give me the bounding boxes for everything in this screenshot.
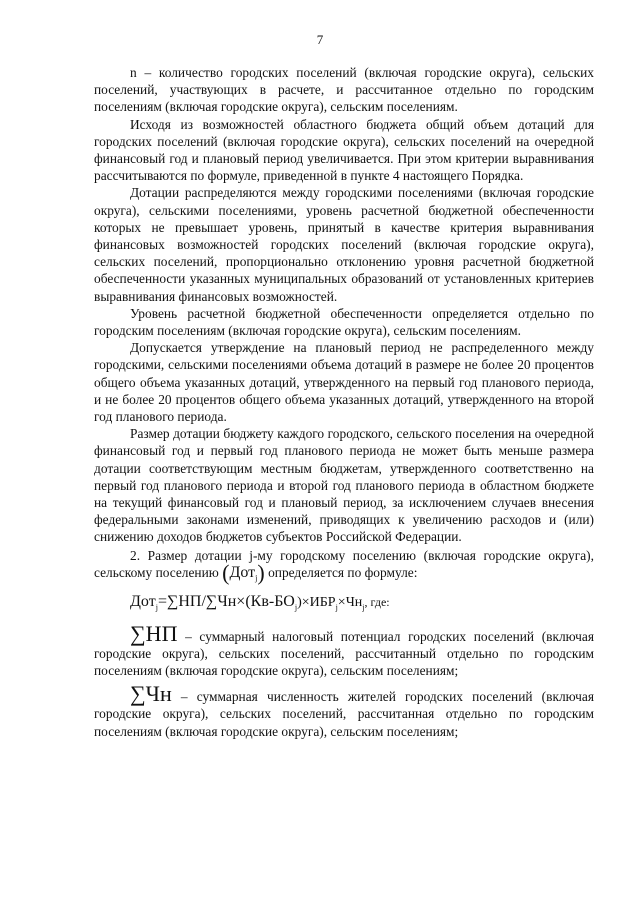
item-2-text-before: 2. Размер дотации j-му городскому поселению (включая городские округа), сельскому поселению — [94, 547, 594, 580]
paragraph-4: Уровень расчетной бюджетной обеспеченности определяется отдельно по городским поселениям (включая городские округа), сельским поселениям. — [94, 305, 594, 339]
definition-np — [94, 620, 594, 680]
item-2-text-after: определяется по формуле: — [268, 564, 418, 580]
sum-np-symbol: ∑НП — [130, 620, 178, 646]
item-2-paragraph: 2. Размер дотации j-му городскому поселению (включая городские округа), сельскому поселению (Дот$_j$) определяется по формуле: — [94, 547, 594, 585]
definition-np-text: – суммарный налоговый потенциал городских поселений (включая городские округа), сельских поселений, рассчитанный отдельно по городским поселениям (включая городские округа), сельским поселениям; — [94, 628, 594, 678]
formula-body: =∑НП/∑Чн×(Кв-БО — [157, 592, 295, 610]
sum-chn-symbol: ∑Чн — [130, 681, 172, 707]
inline-formula-dot: Дот — [229, 563, 256, 581]
paragraph-2: Исходя из возможностей областного бюджета общий объем дотаций для городских поселений (включая городские округа), сельских поселений на очередной финансовый год и плановый период увеличивается. При этом критерии выравнивания рассчитываются по формуле, приведенной в пункте 4 настоящего Порядка. — [94, 116, 594, 184]
paragraph-1: n – количество городских поселений (включая городские округа), сельских поселений, участвующих в расчете, и рассчитанное отдельно по городским поселениям (включая городские округа), сельским поселениям. — [94, 65, 594, 115]
paragraph-3: Дотации распределяются между городскими поселениями (включая городские округа), сельскими поселениями, уровень расчетной бюджетной обеспеченности которых не превышает уровень, принятый в качестве критерия выравнивания финансовых возможностей городских поселений (включая городские округа), сельских поселений, пропорционально отклонению уровня расчетной бюджетной обеспеченности указанных муниципальных образований от установленных критериев выравнивания финансовых возможностей. — [94, 185, 594, 304]
definition-chn-text: – суммарная численность жителей городских поселений (включая городские округа), сельских поселений, рассчитанная отдельно по городским поселениям (включая городские округа), сельским поселениям; — [94, 689, 594, 739]
formula-where: , где: — [364, 594, 390, 609]
document-body — [94, 64, 594, 740]
paragraph-5: Допускается утверждение на плановый период не распределенного между городскими, сельскими поселениями объема дотаций в размере не более 20 процентов общего объема указанных дотаций, утвержденного на первый год планового периода, и не более 20 процентов общего объема указанных дотаций, утвержденного на второй год планового периода. — [94, 340, 594, 425]
formula-dot: Дот — [130, 592, 156, 610]
definition-chn — [94, 681, 594, 740]
paragraph-6: Размер дотации бюджету каждого городского, сельского поселения на очередной финансовый год и первый год планового периода не может быть меньше размера дотации соответствующим местным бюджетам, утвержденного соответственно на первый год планового периода и второй год планового периода в областном бюджете на текущий финансовый год и плановый период, за исключением случаев внесения федеральными законами изменений, приводящих к увеличению расходов и (или) снижению доходов бюджетов субъектов Российской Федерации. — [94, 426, 594, 545]
inline-formula-sub: j — [255, 573, 258, 583]
main-formula: $Дот_j=\sum НП/\sum Чн\times(Кв-БО_j)\times ИБР_j\times Чн_j$, где: — [130, 592, 390, 612]
page-number: 7 — [316, 32, 324, 47]
